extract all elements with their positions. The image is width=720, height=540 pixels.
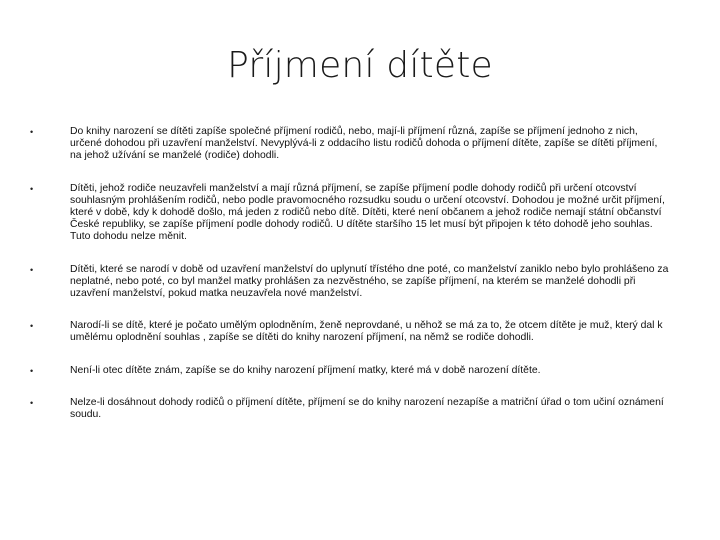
bullet-item (30, 126, 670, 163)
bullet-item (30, 397, 670, 421)
bullet-item (30, 183, 670, 244)
bullet-dot-icon: • (30, 264, 34, 275)
bullet-item (30, 365, 670, 377)
bullet-dot-icon: • (30, 365, 34, 376)
bullet-text: Není-li otec dítěte znám, zapíše se do knihy narození příjmení matky, které má v době narození dítěte. (70, 364, 541, 376)
bullet-dot-icon: • (30, 321, 34, 332)
bullet-item (30, 264, 670, 301)
bullet-text: Dítěti, jehož rodiče neuzavřeli manželství a mají různá příjmení, se zapíše příjmení podle dohody rodičů při určení otcovství souhlasným prohlášením rodičů, nebo podle pravomocného rozsudku soudu o určení otcovství. Dohodou je možné určit příjmení, které v době, kdy k dohodě došlo, má jeden z rodičů nebo dítě. Dítěti, které není občanem a jehož rodiče nemají státní občanství České republiky, se zapíše příjmení podle dohody rodičů. U dítěte staršího 15 let musí být připojen k této dohodě jeho souhlas. Tuto dohodu nelze měnit. (70, 182, 665, 243)
bullet-item (30, 320, 670, 344)
bullet-dot-icon: • (30, 127, 34, 137)
bullet-text: Do knihy narození se dítěti zapíše společné příjmení rodičů, nebo, mají-li příjmení různá, zapíše se příjmení jednoho z nich, určené dohodou při uzavření manželství. Nevyplývá-li z oddacího listu rodičů dohoda o příjmení dítěte, zapíše se dítěti příjmení, na jehož užívání se manželé (rodiče) dohodli. (70, 126, 658, 162)
bullet-dot-icon: • (30, 183, 34, 194)
bullet-text: Nelze-li dosáhnout dohody rodičů o příjmení dítěte, příjmení se do knihy narození nezapíše a matriční úřad o tom učiní oznámení soudu. (70, 396, 664, 421)
bullet-text: Narodí-li se dítě, které je počato umělým oplodněním, ženě neprovdané, u něhož se má za to, že otcem dítěte je muž, který dal k umělému oplodnění souhlas , zapíše se dítěti do knihy narození příjmení, na němž se rodiče dohodli. (70, 320, 663, 344)
bullet-dot-icon: • (30, 397, 34, 408)
bullet-text: Dítěti, které se narodí v době od uzavření manželství do uplynutí třístého dne poté, co manželství zaniklo nebo bylo prohlášeno za neplatné, nebo poté, co byl manžel matky prohlášen za nezvěstného, se zapíše příjmení, na kterém se manželé dohodli při uzavření manželství, pokud matka neuzavřela nové manželství. (70, 263, 669, 300)
slide-title: Příjmení dítěte (227, 45, 493, 86)
bullet-list (30, 126, 670, 421)
